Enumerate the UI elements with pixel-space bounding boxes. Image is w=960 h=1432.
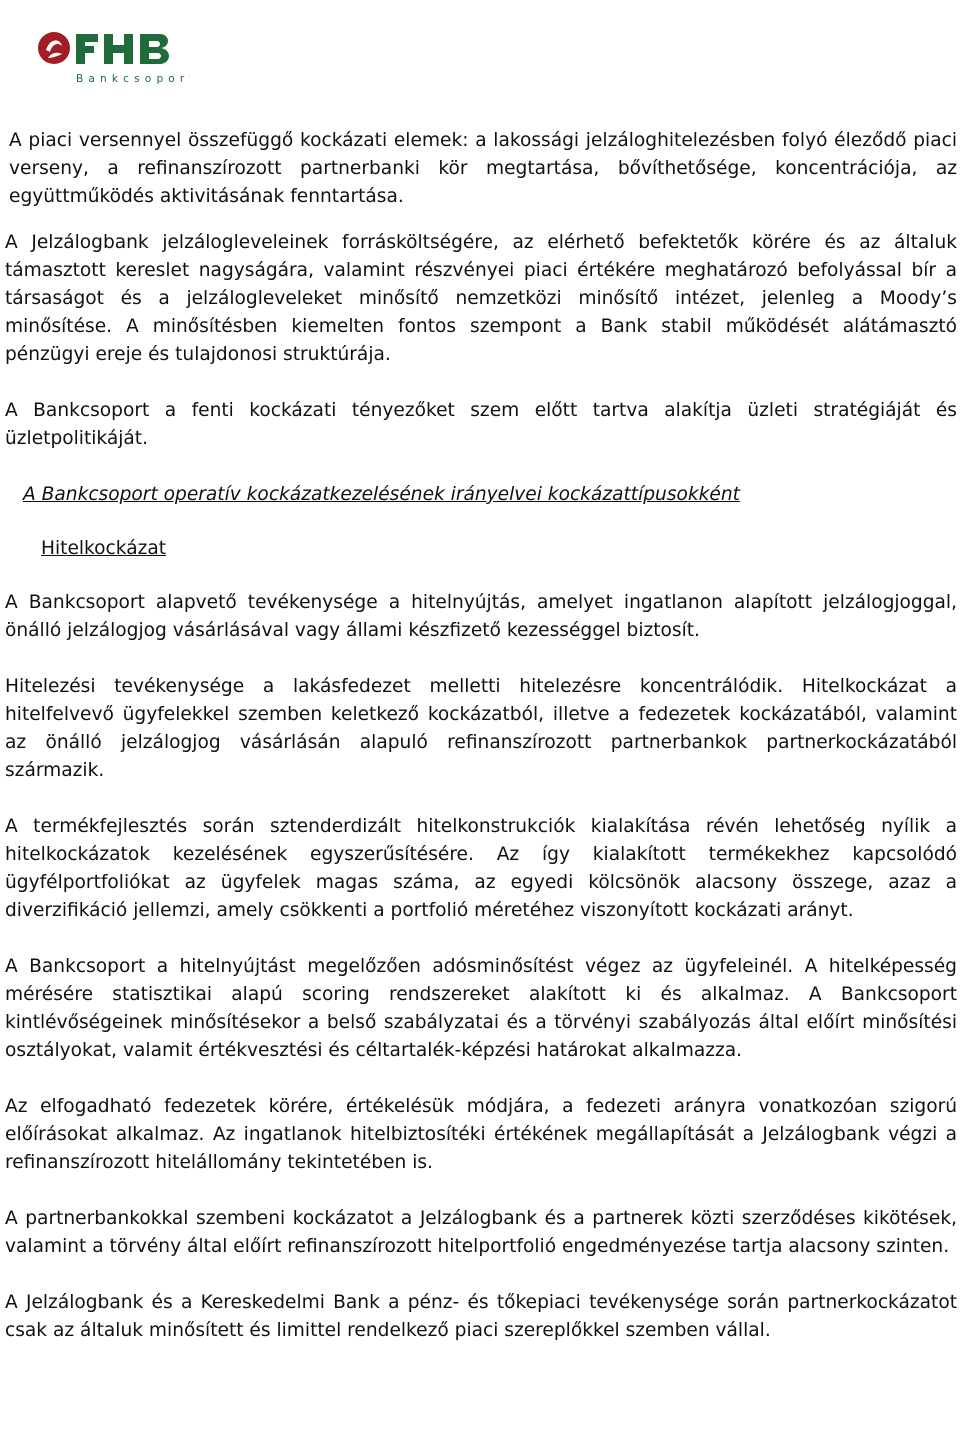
- fhb-logo: [30, 24, 190, 104]
- paragraph-rating: A Jelzálogbank jelzálogleveleinek forrásköltségére, az elérhető befektetők körére és az általuk támasztott kereslet nagyságára, valamint részvényei piaci értékére meghatározó befolyással bír a társaságot és a jelzálogleveleket minősítő nemzetközi minősítő intézet, jelenleg a Moody’s minősítése. A minősítésben kiemelten fontos szempont a Bank stabil működését alátámasztó pénzügyi ereje és tulajdonosi struktúrája.: [5, 232, 957, 365]
- document-body: [5, 127, 957, 1373]
- paragraph-collateral: Az elfogadható fedezetek körére, értékelésük módjára, a fedezeti arányra vonatkozóan szigorú előírásokat alkalmaz. Az ingatlanok hitelbiztosítéki értékének megállapítását a Jelzálogbank végzi a refinanszírozott hitelállomány tekintetében is.: [5, 1096, 957, 1173]
- paragraph-counterparty: A Jelzálogbank és a Kereskedelmi Bank a pénz- és tőkepiaci tevékenysége során partnerkockázatot csak az általuk minősített és limittel rendelkező piaci szereplőkkel szemben vállal.: [5, 1292, 957, 1341]
- paragraph-market-risk: A piaci versennyel összefüggő kockázati elemek: a lakossági jelzáloghitelezésben folyó éleződő piaci verseny, a refinanszírozott partnerbanki kör megtartása, bővíthetősége, koncentrációja, az együttműködés aktivitásának fenntartása.: [9, 130, 957, 207]
- paragraph-strategy: A Bankcsoport a fenti kockázati tényezőket szem előtt tartva alakítja üzleti stratégiáját és üzletpolitikáját.: [5, 400, 957, 449]
- subsection-heading: Hitelkockázat: [41, 538, 167, 559]
- paragraph-scoring: A Bankcsoport a hitelnyújtást megelőzően adósminősítést végez az ügyfeleinél. A hitelképesség mérésére statisztikai alapú scoring rendszereket alakított ki és alkalmaz. A Bankcsoport kintlévőségeinek minősítésekor a belső szabályzatai és a törvényi szabályozás által előírt minősítési osztályokat, valamit értékvesztési és céltartalék-képzési határokat alkalmazza.: [5, 956, 957, 1061]
- logo-emblem-icon: [38, 32, 70, 64]
- paragraph-credit-risk-origin: Hitelezési tevékenysége a lakásfedezet melletti hitelezésre koncentrálódik. Hitelkockázat a hitelfelvevő ügyfelekkel szemben keletkező kockázatból, illetve a fedezetek kockázatából, valamint az önálló jelzálogjog vásárlásán alapuló refinanszírozott partnerbankok partnerkockázatából származik.: [5, 676, 957, 781]
- paragraph-product-development: A termékfejlesztés során sztenderdizált hitelkonstrukciók kialakítása révén lehetőség nyílik a hitelkockázatok kezelésének egyszerűsítésére. Az így kialakított termékekhez kapcsolódó ügyfélportfoliókat az ügyfelek magas száma, az egyedi kölcsönök alacsony összege, azaz a diverzifikáció jellemzi, amely csökkenti a portfolió méretéhez viszonyított kockázati arányt.: [5, 816, 957, 921]
- section-heading: A Bankcsoport operatív kockázatkezelésének irányelvei kockázattípusokként: [23, 484, 740, 505]
- paragraph-partner-banks: A partnerbankokkal szembeni kockázatot a Jelzálogbank és a partnerek közti szerződéses kikötések, valamint a törvény által előírt refinanszírozott hitelportfolió engedményezése tartja alacsony szinten.: [5, 1208, 957, 1257]
- paragraph-core-activity: A Bankcsoport alapvető tevékenysége a hitelnyújtás, amelyet ingatlanon alapított jelzálogjoggal, önálló jelzálogjog vásárlásával vagy állami készfizető kezességgel biztosít.: [5, 592, 957, 641]
- logo-subtitle: Bankcsoport: [76, 73, 190, 85]
